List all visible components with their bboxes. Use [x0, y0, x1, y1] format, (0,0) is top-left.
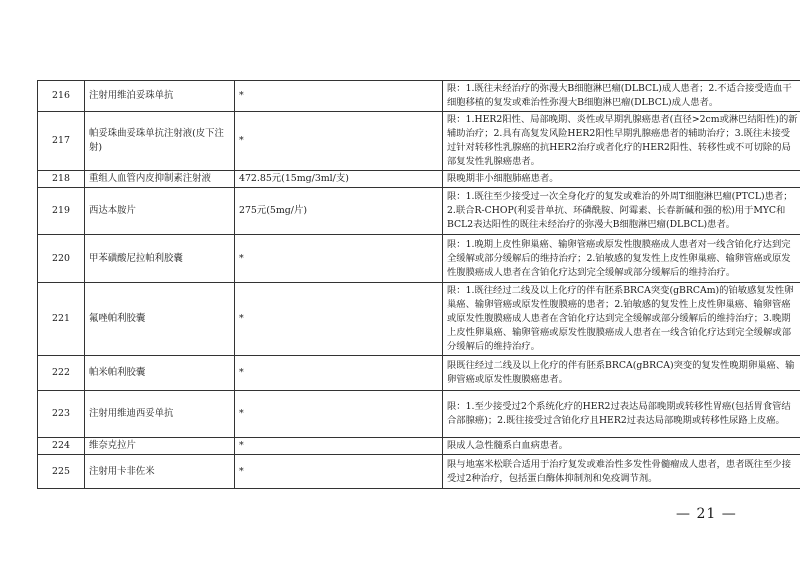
drug-price: * — [235, 283, 443, 356]
drug-name: 氟唑帕利胶囊 — [85, 283, 235, 356]
table-row — [38, 455, 800, 489]
row-number: 218 — [38, 171, 85, 188]
drug-name: 注射用卡非佐米 — [85, 455, 235, 489]
restriction-text: 限既往经过二线及以上化疗的伴有胚系BRCA(gBRCA)突变的复发性晚期卵巢癌、输卵管癌或原发性腹膜癌患者。 — [443, 356, 800, 391]
restriction-text: 限：1.晚期上皮性卵巢癌、输卵管癌或原发性腹膜癌成人患者对一线含铂化疗达到完全缓解或部分缓解后的维持治疗；2.铂敏感的复发性上皮性卵巢癌、输卵管癌或原发性腹膜癌成人患者在含铂化疗达到完全缓解或部分缓解后的维持治疗。 — [443, 235, 800, 283]
table-row — [38, 356, 800, 391]
row-number: 216 — [38, 81, 85, 112]
drug-price: * — [235, 455, 443, 489]
table-row — [38, 81, 800, 112]
restriction-text: 限：1.至少接受过2个系统化疗的HER2过表达局部晚期或转移性胃癌(包括胃食管结合部腺癌)；2.既往接受过含铂化疗且HER2过表达局部晚期或转移性尿路上皮癌。 — [443, 391, 800, 438]
drug-name: 帕妥珠曲妥珠单抗注射液(皮下注射) — [85, 112, 235, 171]
drug-price: * — [235, 391, 443, 438]
restriction-text: 限：1.HER2阳性、局部晚期、炎性或早期乳腺癌患者(直径>2cm或淋巴结阳性)的新辅助治疗；2.具有高复发风险HER2阳性早期乳腺癌患者的辅助治疗；3.既往未接受过针对转移性乳腺癌的抗HER2治疗或者化疗的HER2阳性、转移性或不可切除的局部复发性乳腺癌患者。 — [443, 112, 800, 171]
row-number: 222 — [38, 356, 85, 391]
drug-name: 重组人血管内皮抑制素注射液 — [85, 171, 235, 188]
row-number: 224 — [38, 438, 85, 455]
row-number: 221 — [38, 283, 85, 356]
drug-price: 275元(5mg/片) — [235, 188, 443, 235]
drug-price: * — [235, 438, 443, 455]
restriction-text: 限：1.既往至少接受过一次全身化疗的复发或难治的外周T细胞淋巴瘤(PTCL)患者；2.联合R-CHOP(利妥昔单抗、环磷酰胺、阿霉素、长春新碱和强的松)用于MYC和BCL2表达阳性的既往未经治疗的弥漫大B细胞淋巴瘤(DLBCL)患者。 — [443, 188, 800, 235]
table-row — [38, 112, 800, 171]
drug-name: 甲苯磺酸尼拉帕利胶囊 — [85, 235, 235, 283]
restriction-text: 限与地塞米松联合适用于治疗复发或难治性多发性骨髓瘤成人患者，患者既往至少接受过2种治疗，包括蛋白酶体抑制剂和免疫调节剂。 — [443, 455, 800, 489]
drug-price: * — [235, 81, 443, 112]
row-number: 219 — [38, 188, 85, 235]
row-number: 223 — [38, 391, 85, 438]
drug-name: 维奈克拉片 — [85, 438, 235, 455]
drug-name: 注射用维泊妥珠单抗 — [85, 81, 235, 112]
drug-name: 注射用维迪西妥单抗 — [85, 391, 235, 438]
row-number: 220 — [38, 235, 85, 283]
row-number: 217 — [38, 112, 85, 171]
restriction-text: 限：1.既往未经治疗的弥漫大B细胞淋巴瘤(DLBCL)成人患者；2.不适合接受造血干细胞移植的复发或难治性弥漫大B细胞淋巴瘤(DLBCL)成人患者。 — [443, 81, 800, 112]
drug-name: 西达本胺片 — [85, 188, 235, 235]
table-row — [38, 283, 800, 356]
drug-price: * — [235, 356, 443, 391]
restriction-text: 限晚期非小细胞肺癌患者。 — [443, 171, 800, 188]
table-body — [38, 81, 800, 489]
table-row — [38, 171, 800, 188]
drug-price: * — [235, 235, 443, 283]
table-row — [38, 188, 800, 235]
drug-table — [37, 80, 800, 489]
drug-price: * — [235, 112, 443, 171]
drug-name: 帕米帕利胶囊 — [85, 356, 235, 391]
page-number: — 21 — — [676, 506, 737, 522]
drug-price: 472.85元(15mg/3ml/支) — [235, 171, 443, 188]
row-number: 225 — [38, 455, 85, 489]
table-row — [38, 438, 800, 455]
table-row — [38, 235, 800, 283]
restriction-text: 限成人急性髓系白血病患者。 — [443, 438, 800, 455]
table-row — [38, 391, 800, 438]
restriction-text: 限：1.既往经过二线及以上化疗的伴有胚系BRCA突变(gBRCAm)的铂敏感复发性卵巢癌、输卵管癌或原发性腹膜癌的患者；2.铂敏感的复发性上皮性卵巢癌、输卵管癌或原发性腹膜癌成人患者在含铂化疗达到完全缓解或部分缓解后的维持治疗；3.晚期上皮性卵巢癌、输卵管癌或原发性腹膜癌成人患者在一线含铂化疗达到完全缓解或部分缓解后的维持治疗。 — [443, 283, 800, 356]
